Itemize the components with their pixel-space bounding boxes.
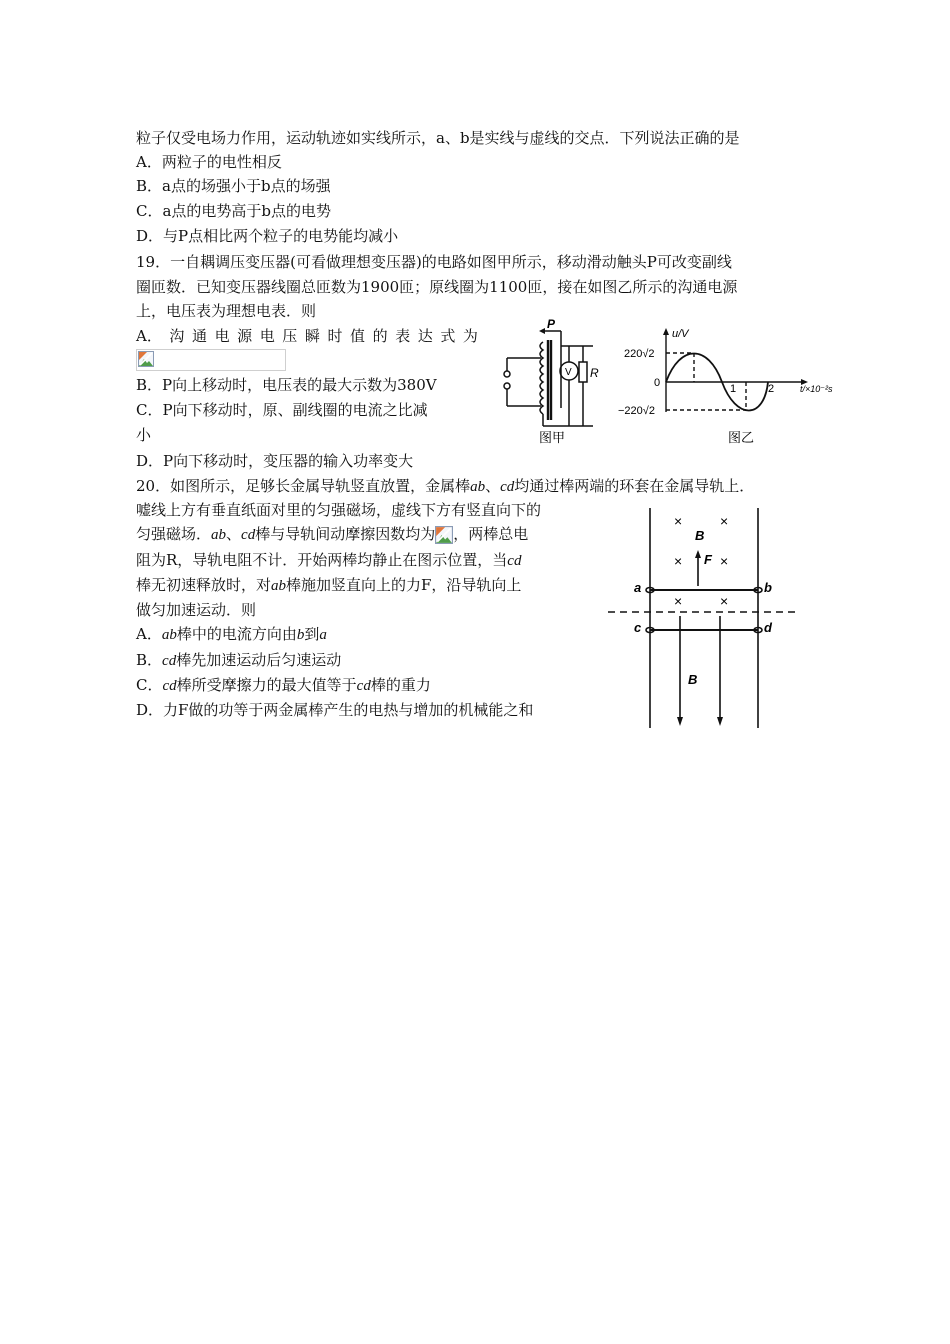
rod-cd-label: cd [356,678,371,694]
field-cross-icon: × [674,553,683,569]
graph-x-label: t/×10⁻²s [800,384,833,394]
q19-formula-placeholder [136,348,286,371]
q20-option-a [136,623,327,646]
autotransformer-coil [540,342,543,414]
q19-option-a-char: 达 [417,327,433,345]
force-arrow-icon [695,550,701,558]
rod-ab-label: ab [271,578,287,594]
rod-cd-label: cd [162,653,177,669]
y-axis-arrow-icon [663,328,669,335]
q20-text: 、 [485,477,501,495]
voltage-sine-graph [618,326,842,450]
field-cross-icon: × [674,593,683,609]
field-cross-icon: × [720,513,729,529]
q20-stem-line-2: 嘘线上方有垂直纸面对里的匀强磁场，虚线下方有竖直向下的 [136,501,542,519]
q20-stem-line-6: 做匀加速运动．则 [136,601,257,619]
field-cross-icon: × [674,513,683,529]
q20-option-c [136,674,431,697]
slider-arrow-icon [539,328,545,334]
broken-image-icon [138,351,154,367]
rod-cd-label: cd [507,553,522,569]
transformer-circuit-figure [495,318,605,450]
figure-caption-yi: 图乙 [728,430,755,445]
q20-option-b [136,649,341,672]
q18-option-a: A．两粒子的电性相反 [136,153,282,171]
q19-option-d: D．P向下移动时，变压器的输入功率变大 [136,452,414,470]
q18-option-c: C．a点的电势高于b点的电势 [136,202,332,220]
point-d-label: d [764,620,772,635]
point-b-label: b [764,580,772,595]
q18-option-b: B．a点的场强小于b点的场强 [136,177,331,195]
rod-ab-label: ab [211,527,227,543]
q20-stem-line-5 [136,574,521,597]
graph-y-max: 220√2 [624,348,655,360]
q20-stem-line-4 [136,549,521,572]
point-a-label: a [634,580,642,595]
resistor-label: R [590,366,599,380]
field-label-bottom: B [688,672,698,687]
point-a-label: a [319,627,327,643]
q20-text: 棒与导轨间动摩擦因数均为 [255,525,436,543]
q20-text: A． [136,625,162,643]
q19-option-b: B．P向上移动时，电压表的最大示数为380V [136,376,437,394]
q19-option-a-char: 值 [350,327,366,345]
q19-option-a-char: 源 [237,327,253,345]
slider-label-p: P [547,318,556,331]
q20-text: 匀强磁场． [136,525,212,543]
field-arrow-down-icon [677,717,683,726]
graph-tick-2: 2 [768,383,775,395]
q19-option-a-char: 表 [395,327,411,345]
q19-option-a [136,325,478,347]
rod-cd-label: cd [241,527,256,543]
q20-text: 20．如图所示，足够长金属导轨竖直放置，金属棒 [136,477,471,495]
broken-image-icon [435,526,453,544]
rod-cd-label: cd [500,479,515,495]
q20-text: B． [136,651,163,669]
point-b-label: b [296,627,305,643]
q20-text: 均通过棒两端的环套在金属导轨上． [514,477,755,495]
q20-text: 阻为R，导轨电阻不计．开始两棒均静止在图示位置，当 [136,551,508,569]
point-c-label: c [634,620,642,635]
q19-option-a-char: 的 [372,327,388,345]
q19-option-a-char: 电 [259,327,275,345]
resistor-symbol [579,362,587,382]
field-arrow-down-icon [717,717,723,726]
q20-text: 、 [226,525,242,543]
rails-rods-figure [600,500,800,732]
ac-terminal-top [504,371,510,377]
q20-option-d: D．力F做的功等于两金属棒产生的电热与增加的机械能之和 [136,701,534,719]
rod-ab-label: ab [161,627,177,643]
q19-option-a-char: 电 [214,327,230,345]
q20-text: 棒施加竖直向上的力F，沿导轨向上 [286,576,522,594]
force-label: F [704,552,712,567]
q19-option-c-line-2: 小 [136,426,152,444]
q19-option-a-char: 压 [282,327,298,345]
q19-stem-line-3: 上，电压表为理想电表．则 [136,302,317,320]
field-cross-icon: × [720,553,729,569]
q20-text: 棒所受摩擦力的最大值等于 [176,676,357,694]
q19-option-a-char: 式 [440,327,456,345]
q19-stem-line-2: 圈匝数．已知变压器线圈总匝数为1900匝；原线圈为1100匝，接在如图乙所示的沟通电源 [136,278,738,296]
q19-option-a-char: 时 [327,327,343,345]
q19-option-a-char: 为 [462,327,478,345]
q19-option-a-char: A． [136,327,162,345]
q20-stem-line-1 [136,475,754,498]
rod-cd-label: cd [162,678,177,694]
q20-text: ，两棒总电 [453,525,529,543]
ac-terminal-bottom [504,383,510,389]
rod-ab-label: ab [470,479,486,495]
q20-stem-line-3 [136,523,528,546]
q19-option-a-char: 沟 [169,327,185,345]
q19-option-a-char: 通 [191,327,207,345]
field-label-top: B [695,528,705,543]
q19-option-c-line-1: C．P向下移动时，原、副线圈的电流之比减 [136,401,428,419]
graph-tick-1: 1 [730,383,737,395]
field-cross-icon: × [720,593,729,609]
q19-stem-line-1: 19．一自耦调压变压器(可看做理想变压器)的电路如图甲所示，移动滑动触头P可改变副线 [136,253,732,271]
q20-text: 棒无初速释放时，对 [136,576,272,594]
q20-text: 棒的重力 [370,676,431,694]
q20-text: 棒先加速运动后匀速运动 [176,651,342,669]
q19-option-a-char: 瞬 [304,327,320,345]
q20-text: 棒中的电流方向由 [176,625,297,643]
graph-y-min: −220√2 [618,405,655,417]
q18-stem-line: 粒子仅受电场力作用，运动轨迹如实线所示，a、b是实线与虚线的交点．下列说法正确的是 [136,129,740,147]
q18-option-d: D．与P点相比两个粒子的电势能均减小 [136,227,399,245]
voltmeter-label: V [565,367,572,378]
figure-caption-jia: 图甲 [539,430,566,445]
q20-text: 到 [304,625,320,643]
graph-origin: 0 [654,377,661,389]
broken-image-box [136,349,286,371]
graph-y-label: u/V [672,328,689,340]
q20-text: C． [136,676,163,694]
